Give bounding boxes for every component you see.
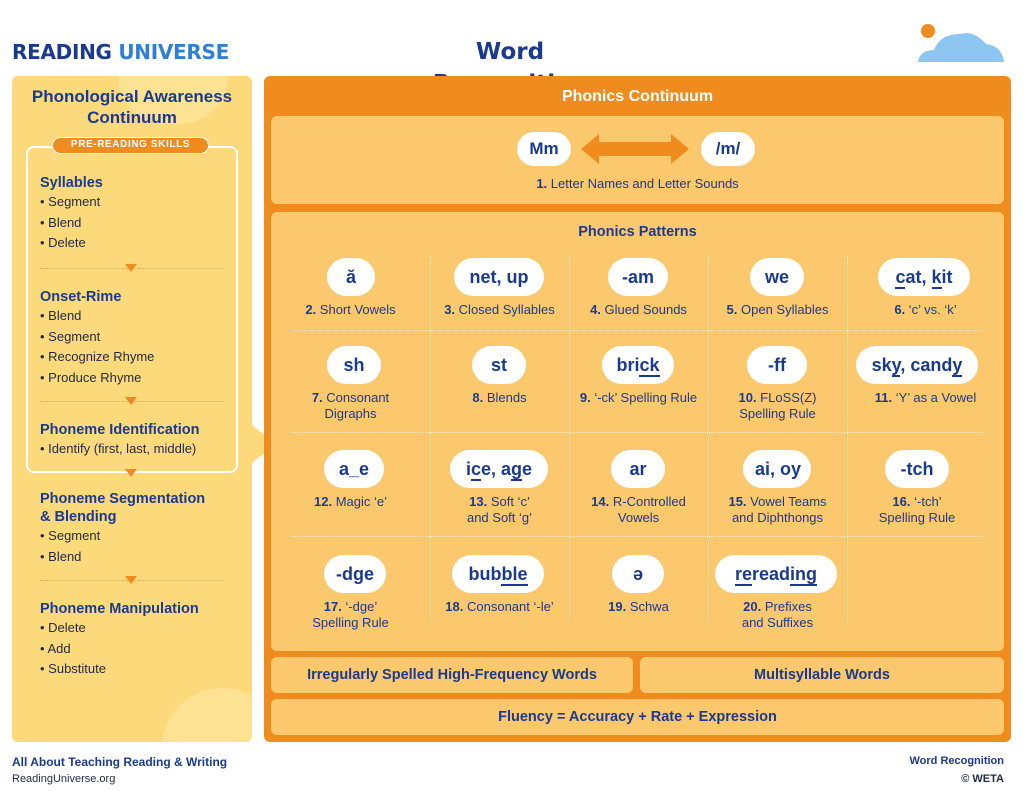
pattern-caption: 15. Vowel Teams and Diphthongs: [728, 494, 827, 525]
pattern-caption: 2. Short Vowels: [305, 302, 396, 317]
list-item: • Segment: [40, 328, 101, 344]
list-item: • Delete: [40, 620, 86, 635]
down-arrow-icon: [125, 469, 137, 477]
irregular-words-box: Irregularly Spelled High-Frequency Words: [271, 657, 633, 693]
pattern-example-pill: st: [472, 346, 526, 384]
footer-title: Word Recognition: [909, 755, 1004, 767]
pre-reading-badge: PRE-READING SKILLS: [52, 137, 209, 154]
pattern-caption: 11. ‘Y’ as a Vowel: [874, 390, 977, 405]
pattern-caption: 20. Prefixes and Suffixes: [741, 599, 814, 630]
list-item: • Identify (first, last, middle): [40, 441, 197, 456]
patterns-title: Phonics Patterns: [578, 224, 697, 240]
pattern-example-pill: ə: [612, 555, 664, 593]
pattern-caption: 5. Open Syllables: [726, 302, 829, 317]
section-title: Syllables: [40, 175, 103, 191]
list-item: • Segment: [40, 528, 101, 543]
section-title: Phoneme Segmentation: [40, 491, 206, 507]
pattern-caption: 12. Magic ‘e’: [314, 494, 387, 509]
footer-site-link[interactable]: ReadingUniverse.org: [12, 773, 116, 785]
pattern-example-pill: ar: [611, 450, 665, 488]
list-item: • Add: [40, 640, 71, 656]
pattern-caption: 19. Schwa: [608, 599, 669, 614]
section-phoneme-identification: [40, 421, 200, 460]
section-title: Phoneme Identification: [40, 422, 200, 438]
list-item: • Blend: [40, 308, 82, 323]
list-item: • Delete: [40, 235, 86, 250]
letter-names-box: [271, 116, 1004, 204]
pattern-example-pill: bubble: [452, 555, 544, 593]
letter-caption: 1. Letter Names and Letter Sounds: [536, 176, 739, 191]
logo-word-reading: READING: [12, 40, 112, 64]
pattern-caption: 14. R-Controlled Vowels: [591, 494, 686, 525]
list-item: • Recognize Rhyme: [40, 349, 155, 364]
section-title: & Blending: [40, 509, 117, 525]
pattern-caption: 17. ‘-dge’ Spelling Rule: [312, 599, 389, 630]
down-arrow-icon: [125, 576, 137, 584]
pattern-example-pill: sky, candy: [856, 346, 978, 384]
pattern-caption: 18. Consonant ‘-le’: [445, 599, 554, 614]
pattern-example-pill: ă: [327, 258, 375, 296]
page-title: Word: [475, 39, 545, 65]
multisyllable-words-box: Multisyllable Words: [640, 657, 1004, 693]
grid-divider: [291, 432, 984, 433]
list-item: • Produce Rhyme: [40, 369, 142, 385]
pattern-caption: 4. Glued Sounds: [590, 302, 687, 317]
section-phoneme-segmentation: [40, 490, 205, 567]
section-title: Phoneme Manipulation: [40, 601, 199, 617]
pattern-caption: 9. ‘-ck’ Spelling Rule: [579, 390, 698, 405]
pattern-caption: 7. Consonant Digraphs: [311, 390, 390, 421]
pattern-example-pill: -dge: [324, 555, 386, 593]
pattern-caption: 3. Closed Syllables: [444, 302, 555, 317]
pattern-example-pill: -am: [608, 258, 668, 296]
sun-cloud-icon: [914, 20, 1006, 64]
pattern-caption: 6. ‘c’ vs. ‘k’: [894, 302, 957, 317]
list-item: • Blend: [40, 214, 82, 230]
letter-name-pill: Mm: [517, 132, 571, 166]
footer-tagline: All About Teaching Reading & Writing: [12, 755, 228, 769]
letter-sound-pill: /m/: [701, 132, 755, 166]
phonics-patterns-box: [271, 212, 1004, 651]
double-arrow-icon: [581, 134, 689, 164]
pattern-example-pill: -tch: [885, 450, 949, 488]
pattern-example-pill: net, up: [454, 258, 544, 296]
pattern-example-pill: rereading: [715, 555, 837, 593]
down-arrow-icon: [125, 264, 137, 272]
pattern-example-pill: a_e: [324, 450, 384, 488]
logo-word-universe: UNIVERSE: [118, 40, 229, 64]
pattern-example-pill: sh: [327, 346, 381, 384]
section-syllables: [40, 174, 103, 254]
decorative-glow: [162, 688, 252, 742]
phonics-continuum-panel: [264, 76, 1011, 742]
section-onset-rime: [40, 288, 154, 388]
pattern-example-pill: cat, kit: [878, 258, 970, 296]
grid-divider: [291, 536, 984, 537]
down-arrow-icon: [125, 397, 137, 405]
list-item: • Blend: [40, 548, 82, 564]
pattern-caption: 13. Soft ‘c’ and Soft ‘g’: [466, 494, 533, 525]
pattern-example-pill: -ff: [747, 346, 807, 384]
list-item: • Substitute: [40, 661, 106, 676]
phonological-title: Phonological Awareness Continuum: [31, 87, 233, 127]
pattern-example-pill: we: [750, 258, 804, 296]
phonics-title: Phonics Continuum: [561, 88, 714, 105]
pattern-caption: 10. FLoSS(Z) Spelling Rule: [738, 390, 817, 421]
reading-universe-logo[interactable]: [12, 40, 229, 64]
fluency-box: Fluency = Accuracy + Rate + Expression: [271, 699, 1004, 735]
pattern-example-pill: brick: [602, 346, 674, 384]
pattern-caption: 16. ‘-tch’ Spelling Rule: [878, 494, 956, 525]
pattern-example-pill: ice, age: [450, 450, 548, 488]
section-title: Onset-Rime: [40, 289, 122, 305]
list-item: • Segment: [40, 194, 101, 209]
footer-copyright: © WETA: [961, 773, 1004, 785]
pattern-caption: 8. Blends: [472, 390, 527, 405]
section-phoneme-manipulation: [40, 600, 199, 680]
pattern-example-pill: ai, oy: [743, 450, 811, 488]
grid-divider: [291, 330, 984, 331]
